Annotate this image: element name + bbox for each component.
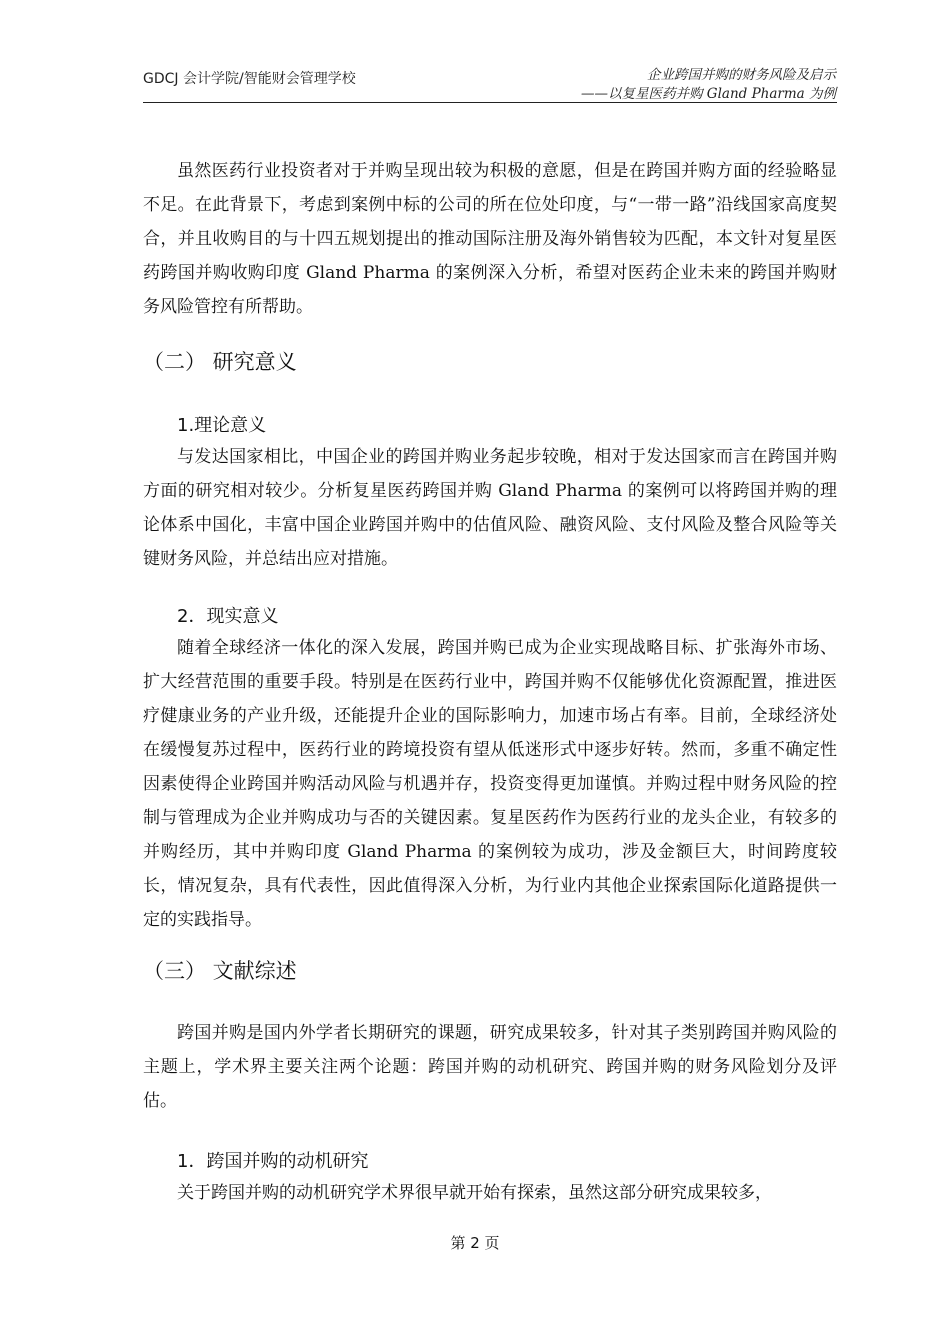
header-title-line1: 企业跨国并购的财务风险及启示 (647, 67, 836, 83)
paragraph-theoretical-significance: 与发达国家相比，中国企业的跨国并购业务起步较晚，相对于发达国家而言在跨国并购方面的研究相对较少。分析复星医药跨国并购 Gland Pharma 的案例可以将跨国并购的理论体系中国化，丰富中国企业跨国并购中的估值风险、融资风险、支付风险及整合风险等关键财务风险，并总结出应对措施。 (143, 447, 837, 569)
paragraph-literature-review-intro: 跨国并购是国内外学者长期研究的课题，研究成果较多，针对其子类别跨国并购风险的主题上，学术界主要关注两个论题：跨国并购的动机研究、跨国并购的财务风险划分及评估。 (143, 1023, 837, 1111)
page-number: 第 2 页 (450, 1234, 500, 1252)
subheading-motivation-research: 1．跨国并购的动机研究 (177, 1151, 369, 1172)
header-title-line2: ——以复星医药并购 Gland Pharma 为例 (581, 86, 836, 102)
header-divider (143, 102, 837, 103)
paragraph-motivation-research: 关于跨国并购的动机研究学术界很早就开始有探索，虽然这部分研究成果较多， (177, 1183, 772, 1203)
subheading-practical-significance: 2．现实意义 (177, 606, 279, 627)
intro-paragraph: 虽然医药行业投资者对于并购呈现出较为积极的意愿，但是在跨国并购方面的经验略显不足。在此背景下，考虑到案例中标的公司的所在位处印度，与“一带一路”沿线国家高度契合，并且收购目的与十四五规划提出的推动国际注册及海外销售较为匹配，本文针对复星医药跨国并购收购印度 Gland Pharma 的案例深入分析，希望对医药企业未来的跨国并购财务风险管控有所帮助。 (143, 161, 837, 317)
paragraph-practical-significance: 随着全球经济一体化的深入发展，跨国并购已成为企业实现战略目标、扩张海外市场、扩大经营范围的重要手段。特别是在医药行业中，跨国并购不仅能够优化资源配置，推进医疗健康业务的产业升级，还能提升企业的国际影响力，加速市场占有率。目前，全球经济处在缓慢复苏过程中，医药行业的跨境投资有望从低迷形式中逐步好转。然而，多重不确定性因素使得企业跨国并购活动风险与机遇并存，投资变得更加谨慎。并购过程中财务风险的控制与管理成为企业并购成功与否的关键因素。复星医药作为医药行业的龙头企业，有较多的并购经历，其中并购印度 Gland Pharma 的案例较为成功，涉及金额巨大，时间跨度较长，情况复杂，具有代表性，因此值得深入分析，为行业内其他企业探索国际化道路提供一定的实践指导。 (143, 638, 837, 930)
section-heading-literature-review: （三） 文献综述 (143, 959, 297, 983)
header-institution: GDCJ 会计学院/智能财会管理学校 (143, 71, 356, 87)
section-heading-research-significance: （二） 研究意义 (143, 350, 297, 374)
subheading-theoretical-significance: 1.理论意义 (177, 415, 267, 436)
header-title (581, 66, 836, 104)
